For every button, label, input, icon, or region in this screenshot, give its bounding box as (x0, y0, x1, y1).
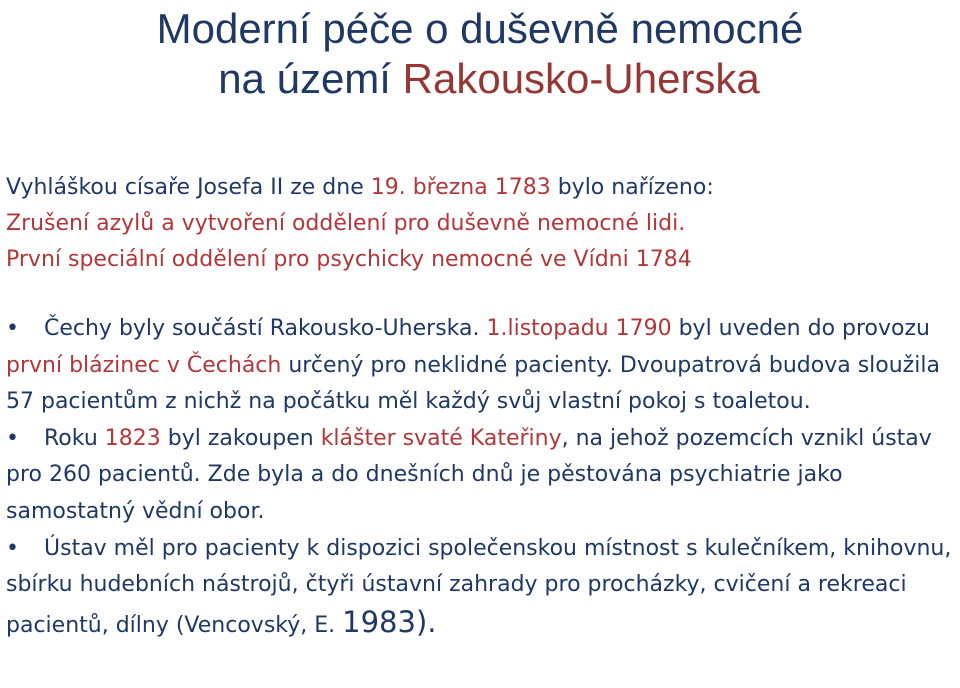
bullet-list (6, 311, 954, 644)
bullet-symbol: • (6, 316, 19, 341)
bullet-item-1 (6, 311, 954, 421)
bullet-1-e: určený pro neklidné pacienty. Dvoupatrová budova sloužila 57 pacientům z nichž na počátku měl každý svůj vlastní pokoj s toaletou. (6, 352, 940, 415)
citation-year: 1983). (342, 604, 437, 639)
intro-line-3: První speciální oddělení pro psychicky nemocné ve Vídni 1784 (6, 247, 692, 272)
intro-line-1-c: bylo nařízeno: (550, 175, 714, 200)
bullet-2-highlight: klášter svaté Kateřiny (320, 425, 562, 451)
bullet-2-e: , na jehož pozemcích vznikl ústav pro 260 pacientů. Zde byla a do dnešních dnů je pěstována psychiatrie jako samostatný vědní obor. (6, 425, 932, 524)
title-line-2-accent: Rakousko-Uherska (402, 55, 760, 102)
intro-text (6, 170, 951, 278)
bullet-2-c: byl zakoupen (160, 425, 321, 451)
bullet-2-year: 1823 (104, 425, 161, 451)
bullet-1-date: 1.listopadu 1790 (486, 316, 672, 341)
intro-line-1 (6, 170, 951, 206)
bullet-item-2 (6, 421, 954, 531)
bullet-2-a: Roku (44, 425, 105, 451)
intro-line-1-a: Vyhláškou císaře Josefa II ze dne (6, 175, 371, 200)
bullet-3-a: Ústav měl pro pacienty k dispozici společenskou místnost s kulečníkem, knihovnu, sbírku hudebních nástrojů, čtyři ústavní zahrady pro procházky, cvičení a rekreaci pacientů, dílny (6, 535, 952, 638)
title-line-2 (0, 54, 960, 104)
bullet-symbol: • (6, 535, 19, 561)
bullet-1-c: byl uveden do provozu (671, 316, 930, 341)
intro-date: 19. března 1783 (370, 175, 551, 200)
title-line-2-prefix: na území (218, 55, 403, 102)
title-line-1: Moderní péče o duševně nemocné (156, 5, 804, 52)
slide-title (0, 4, 960, 104)
bullet-symbol: • (6, 425, 19, 451)
citation-author: (Vencovský, E. (175, 612, 343, 638)
intro-line-2: Zrušení azylů a vytvoření oddělení pro duševně nemocné lidi. (6, 211, 686, 236)
bullet-1-highlight: první blázinec v Čechách (6, 352, 282, 378)
bullet-item-3 (6, 531, 954, 645)
bullet-1-a: Čechy byly součástí Rakousko-Uherska. (44, 316, 487, 341)
